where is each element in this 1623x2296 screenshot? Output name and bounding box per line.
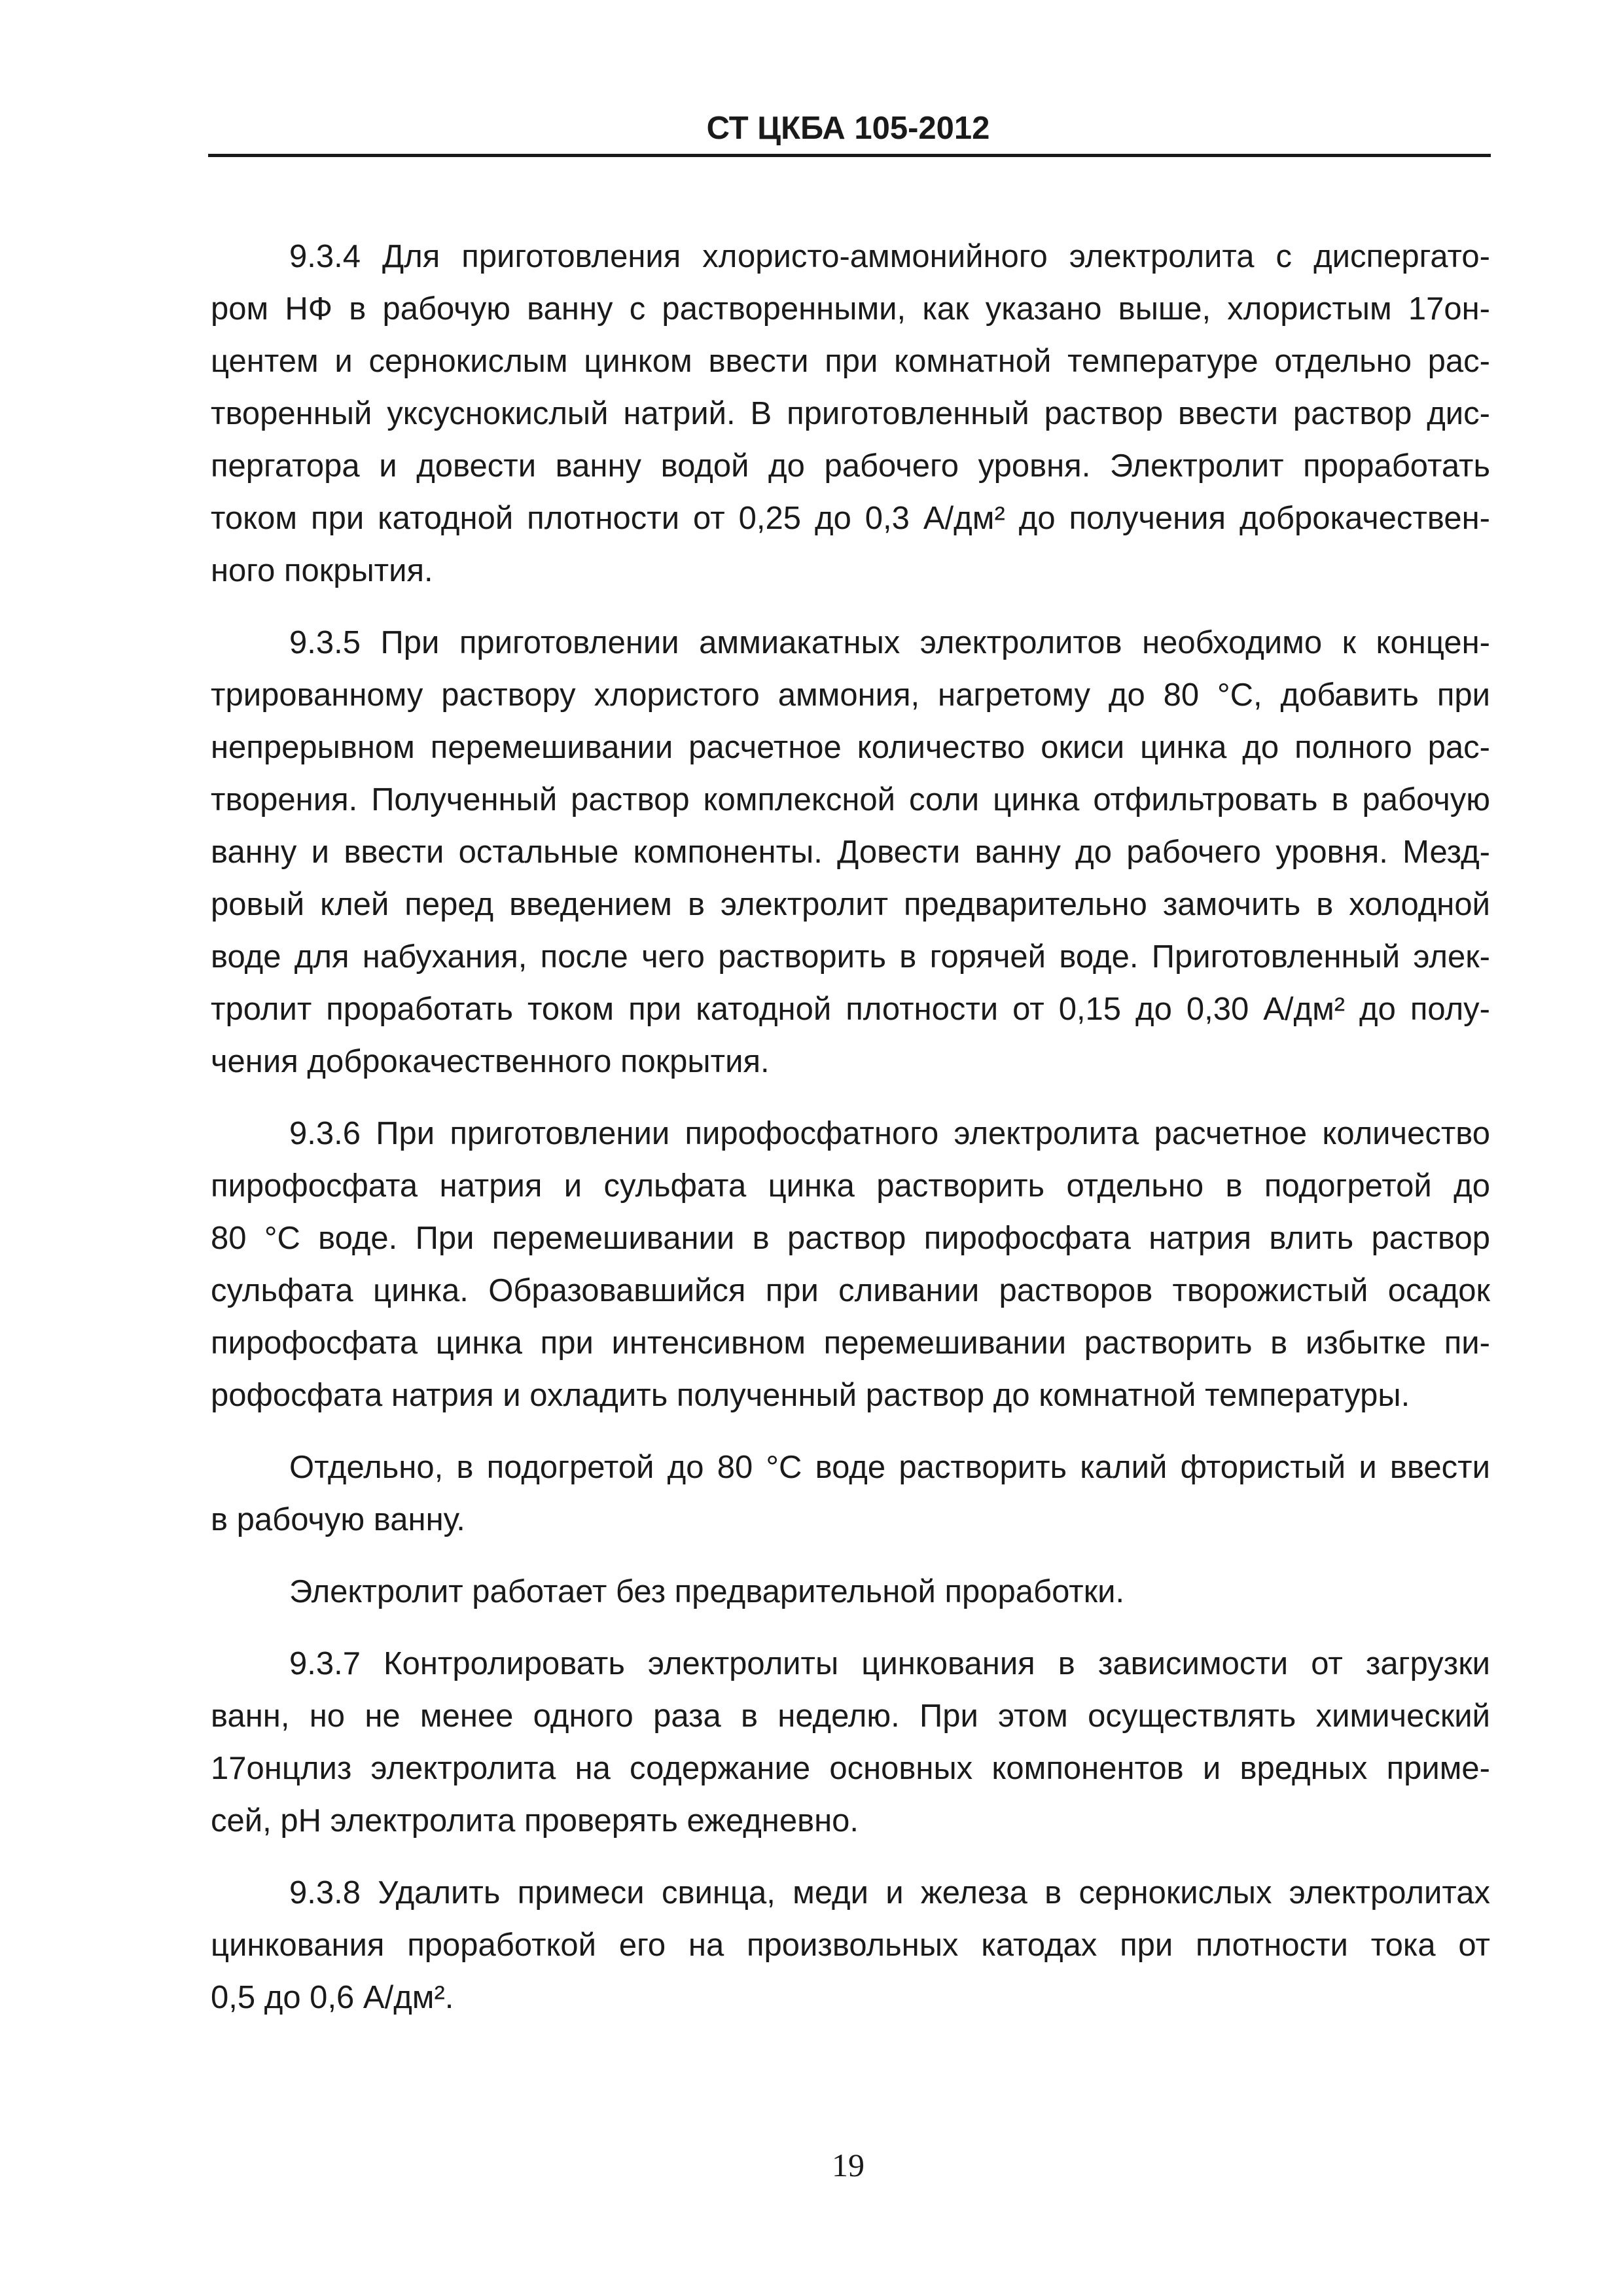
text-line: сей, рН электролита проверять ежедневно. [211,1803,859,1839]
text-line: 9.3.7 Контролировать электролиты цинкования в зависимости от загрузки [289,1646,1490,1681]
text-line: ного покрытия. [211,553,433,588]
text-line: рофосфата натрия и охладить полученный раствор до комнатной температуры. [211,1378,1410,1413]
text-line: пергатора и довести ванну водой до рабочего уровня. Электролит проработать [211,448,1490,484]
text-line: чения доброкачественного покрытия. [211,1044,770,1079]
text-line: 0,5 до 0,6 А/дм². [211,1980,454,2015]
text-line: 9.3.5 При приготовлении аммиакатных электролитов необходимо к концен- [289,625,1490,660]
text-line: ванну и ввести остальные компоненты. Довести ванну до рабочего уровня. Мезд- [211,834,1490,870]
text-line: ром НФ в рабочую ванну с растворенными, как указано выше, хлористым 17он- [211,291,1490,327]
text-line: Электролит работает без предварительной проработки. [289,1574,1125,1609]
text-line: Отдельно, в подогретой до 80 °С воде растворить калий фтористый и ввести [289,1450,1490,1485]
page-number: 19 [832,2147,865,2183]
document-code: СТ ЦКБА 105-2012 [706,111,990,146]
text-line: сульфата цинка. Образовавшийся при сливании растворов творожистый осадок [211,1273,1490,1308]
text-line: творения. Полученный раствор комплексной соли цинка отфильтровать в рабочую [211,782,1490,817]
text-line: ровый клей перед введением в электролит предварительно замочить в холодной [211,887,1490,922]
text-line: тролит проработать током при катодной плотности от 0,15 до 0,30 А/дм² до полу- [211,992,1490,1027]
text-line: творенный уксуснокислый натрий. В приготовленный раствор ввести раствор дис- [211,396,1490,431]
text-line: 80 °С воде. При перемешивании в раствор пирофосфата натрия влить раствор [211,1221,1490,1256]
text-line: непрерывном перемешивании расчетное количество окиси цинка до полного рас- [211,730,1490,765]
text-line: цинкования проработкой его на произвольных катодах при плотности тока от [211,1928,1490,1963]
text-line: центем и сернокислым цинком ввести при комнатной температуре отдельно рас- [211,344,1490,379]
text-line: 9.3.8 Удалить примеси свинца, меди и железа в сернокислых электролитах [289,1875,1490,1910]
text-line: воде для набухания, после чего растворить в горячей воде. Приготовленный элек- [211,939,1490,975]
text-line: током при катодной плотности от 0,25 до 0,3 А/дм² до получения доброкачествен- [211,501,1490,536]
text-line: 9.3.4 Для приготовления хлористо-аммонийного электролита с диспергато- [289,239,1490,274]
text-line: 9.3.6 При приготовлении пирофосфатного электролита расчетное количество [289,1116,1490,1151]
text-line: в рабочую ванну. [211,1502,465,1537]
text-line: пирофосфата натрия и сульфата цинка растворить отдельно в подогретой до [211,1168,1490,1204]
text-line: ванн, но не менее одного раза в неделю. При этом осуществлять химический [211,1698,1490,1734]
text-line: 17онцлиз электролита на содержание основных компонентов и вредных приме- [211,1751,1490,1786]
header-rule [208,154,1491,157]
text-line: пирофосфата цинка при интенсивном перемешивании растворить в избытке пи- [211,1325,1490,1361]
text-line: трированному раствору хлористого аммония, нагретому до 80 °С, добавить при [211,677,1490,713]
